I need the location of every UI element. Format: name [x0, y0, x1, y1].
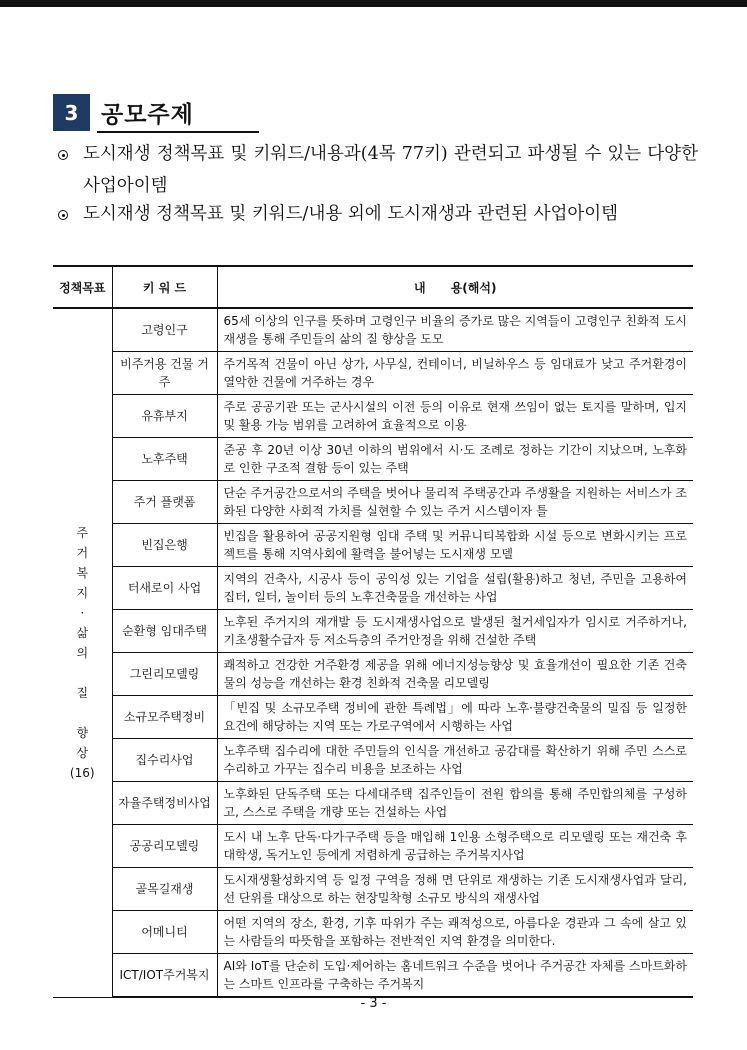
- page-number: - 3 -: [360, 996, 387, 1011]
- table-row: [53, 395, 693, 438]
- keyword-cell: 어메니티: [112, 911, 217, 954]
- policy-goal-cell: [53, 308, 112, 997]
- table-row: [53, 954, 693, 998]
- policy-goal-char: ·: [80, 605, 85, 620]
- table-header-row: [53, 266, 693, 308]
- keyword-cell: 고령인구: [112, 308, 217, 352]
- keyword-cell: 주거 플랫폼: [112, 481, 217, 524]
- content-cell: 단순 주거공간으로서의 주택을 벗어나 물리적 주택공간과 주생활을 지원하는 서비스가 조화된 다양한 사회적 가치를 실현할 수 있는 주거 시스템이자 틀: [217, 481, 693, 524]
- keyword-cell: 자율주택정비사업: [112, 782, 217, 825]
- circle-bullet-icon: [58, 210, 68, 220]
- table-row: [53, 782, 693, 825]
- content-cell: 노후화된 단독주택 또는 다세대주택 집주인들이 전원 합의를 통해 주민합의체를 구성하고, 스스로 주택을 개량 또는 건설하는 사업: [217, 782, 693, 825]
- section-number: 3: [53, 94, 90, 131]
- top-rule: [0, 0, 747, 7]
- header-keyword: 키 워 드: [112, 266, 217, 308]
- content-cell: 어떤 지역의 장소, 환경, 기후 따위가 주는 쾌적성으로, 아름다운 경관과 그 속에 살고 있는 사람들의 따뜻함을 포함하는 전반적인 지역 환경을 의미한다.: [217, 911, 693, 954]
- table-row: [53, 438, 693, 481]
- circle-bullet-icon: [58, 150, 68, 160]
- keyword-cell: 골목길재생: [112, 868, 217, 911]
- content-cell: 노후주택 집수리에 대한 주민들의 인식을 개선하고 공감대를 확산하기 위해 주민 스스로 수리하고 가꾸는 집수리 비용을 보조하는 사업: [217, 739, 693, 782]
- content-cell: 도시재생활성화지역 등 일정 구역을 정해 면 단위로 재생하는 기존 도시재생사업과 달리, 선 단위를 대상으로 하는 현장밀착형 소규모 방식의 재생사업: [217, 868, 693, 911]
- keyword-table: [53, 265, 693, 998]
- bullet-item: [58, 138, 698, 202]
- policy-goal-char: (16): [69, 765, 95, 780]
- content-cell: 노후된 주거지의 재개발 등 도시재생사업으로 발생된 철거세입자가 임시로 거주하거나, 기초생활수급자 등 저소득층의 주거안정을 위해 건설한 주택: [217, 610, 693, 653]
- policy-goal-char: 거: [76, 545, 89, 560]
- table-row: [53, 696, 693, 739]
- table-row: [53, 481, 693, 524]
- keyword-cell: 유휴부지: [112, 395, 217, 438]
- table-row: [53, 567, 693, 610]
- table-row: [53, 352, 693, 395]
- policy-goal-char: 의: [76, 645, 89, 660]
- bullet-item: [58, 198, 698, 230]
- table-row: [53, 653, 693, 696]
- keyword-cell: 순환형 임대주택: [112, 610, 217, 653]
- content-cell: 준공 후 20년 이상 30년 이하의 범위에서 시·도 조례로 정하는 기간이 지났으며, 노후화로 인한 구조적 결함 등이 있는 주택: [217, 438, 693, 481]
- header-content: 내 용(해석): [217, 266, 693, 308]
- header-goal: 정책목표: [53, 266, 112, 308]
- keyword-cell: 터새로이 사업: [112, 567, 217, 610]
- bullet-text: 도시재생 정책목표 및 키워드/내용 외에 도시재생과 관련된 사업아이템: [83, 204, 619, 224]
- content-cell: 65세 이상의 인구를 뜻하며 고령인구 비율의 증가로 많은 지역들이 고령인구 친화적 도시재생을 통해 주민들의 삶의 질 향상을 도모: [217, 308, 693, 352]
- table-row: [53, 825, 693, 868]
- table-row: [53, 308, 693, 352]
- content-cell: 「빈집 및 소규모주택 정비에 관한 특례법」에 따라 노후·불량건축물의 밀집 등 일정한 요건에 해당하는 지역 또는 가로구역에서 시행하는 사업: [217, 696, 693, 739]
- policy-goal-char: 상: [76, 745, 89, 760]
- table-row: [53, 739, 693, 782]
- keyword-cell: ICT/IOT주거복지: [112, 954, 217, 998]
- keyword-cell: 소규모주택정비: [112, 696, 217, 739]
- content-cell: 주로 공공기관 또는 군사시설의 이전 등의 이유로 현재 쓰임이 없는 토지를 말하며, 입지 및 활용 가능 범위를 고려하여 효율적으로 이용: [217, 395, 693, 438]
- content-cell: AI와 IoT를 단순히 도입·제어하는 홈네트워크 수준을 벗어나 주거공간 자체를 스마트화하는 스마트 인프라를 구축하는 주거복지: [217, 954, 693, 998]
- keyword-cell: 집수리사업: [112, 739, 217, 782]
- section-title: 공모주제: [101, 102, 194, 128]
- content-cell: 지역의 건축사, 시공사 등이 공익성 있는 기업을 설립(활용)하고 청년, 주민을 고용하여 집터, 일터, 놀이터 등의 노후건축물을 개선하는 사업: [217, 567, 693, 610]
- bullet-text: 도시재생 정책목표 및 키워드/내용과(4목 77키) 관련되고 파생될 수 있는 다양한 사업아이템: [83, 144, 698, 196]
- keyword-cell: 노후주택: [112, 438, 217, 481]
- table-row: [53, 524, 693, 567]
- policy-goal-char: [53, 663, 112, 683]
- keyword-cell: 비주거용 건물 거주: [112, 352, 217, 395]
- table-row: [53, 911, 693, 954]
- content-cell: 쾌적하고 건강한 거주환경 제공을 위해 에너지성능향상 및 효율개선이 필요한 기존 건축물의 성능을 개선하는 환경 친화적 건축물 리모델링: [217, 653, 693, 696]
- keyword-cell: 빈집은행: [112, 524, 217, 567]
- policy-goal-char: 향: [76, 725, 89, 740]
- policy-goal-char: 지: [76, 585, 89, 600]
- content-cell: 주거목적 건물이 아닌 상가, 사무실, 컨테이너, 비닐하우스 등 임대료가 낮고 주거환경이 열악한 건물에 거주하는 경우: [217, 352, 693, 395]
- keyword-cell: 그린리모델링: [112, 653, 217, 696]
- content-cell: 빈집을 활용하여 공공지원형 임대 주택 및 커뮤니티복합화 시설 등으로 변화시키는 프로젝트를 통해 지역사회에 활력을 불어넣는 도시재생 모델: [217, 524, 693, 567]
- policy-goal-char: 삶: [76, 625, 89, 640]
- policy-goal-char: [53, 703, 112, 723]
- table-row: [53, 868, 693, 911]
- policy-goal-char: 주: [76, 525, 89, 540]
- policy-goal-char: 복: [76, 565, 89, 580]
- table-row: [53, 610, 693, 653]
- section-title-underline: [97, 131, 259, 133]
- content-cell: 도시 내 노후 단독·다가구주택 등을 매입해 1인용 소형주택으로 리모델링 또는 재건축 후 대학생, 독거노인 등에게 저렴하게 공급하는 주거복지사업: [217, 825, 693, 868]
- keyword-cell: 공공리모델링: [112, 825, 217, 868]
- policy-goal-char: 질: [76, 685, 89, 700]
